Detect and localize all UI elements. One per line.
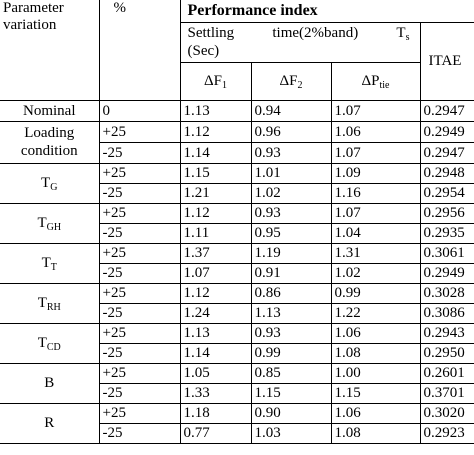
itae-cell: 0.3061 <box>420 243 474 263</box>
df2-cell: 1.13 <box>251 303 331 323</box>
df1-cell: 1.24 <box>180 303 251 323</box>
itae-cell: 0.2949 <box>420 121 474 142</box>
df2-base: ΔF <box>279 73 298 89</box>
itae-cell: 0.2943 <box>420 323 474 343</box>
df2-cell: 0.95 <box>251 223 331 243</box>
df1-cell: 1.07 <box>180 263 251 283</box>
settling-line-1 <box>188 24 420 42</box>
dptie-cell: 1.15 <box>331 383 420 403</box>
dptie-sub: tie <box>379 80 390 91</box>
pct-cell: -25 <box>99 423 180 443</box>
header-itae: ITAE <box>420 22 474 100</box>
df1-cell: 1.13 <box>180 323 251 343</box>
param-loading-condition: Loading condition <box>0 121 99 163</box>
trh-base: T <box>37 295 47 311</box>
dptie-cell: 1.07 <box>331 142 420 163</box>
table-row <box>0 100 474 121</box>
header-df1 <box>180 62 251 100</box>
df2-cell: 0.93 <box>251 323 331 343</box>
df1-cell: 1.12 <box>180 121 251 142</box>
header-row-1 <box>0 0 474 22</box>
dptie-cell: 0.99 <box>331 283 420 303</box>
df1-cell: 0.77 <box>180 423 251 443</box>
pct-cell: 0 <box>99 100 180 121</box>
param-r: R <box>0 403 99 443</box>
param-tg <box>0 163 99 203</box>
itae-cell: 0.2950 <box>420 343 474 363</box>
tcd-sub: CD <box>46 342 61 353</box>
header-performance-index: Performance index <box>180 0 474 22</box>
tgh-base: T <box>37 215 47 231</box>
itae-cell: 0.2923 <box>420 423 474 443</box>
df2-cell: 0.96 <box>251 121 331 142</box>
table-row <box>0 283 474 303</box>
df1-cell: 1.12 <box>180 203 251 223</box>
df2-cell: 0.85 <box>251 363 331 383</box>
settling-symbol-sub: s <box>405 31 410 43</box>
pct-cell: +25 <box>99 283 180 303</box>
param-trh <box>0 283 99 323</box>
settling-word-1: Settling <box>187 24 235 41</box>
itae-cell: 0.2954 <box>420 183 474 203</box>
pct-cell: +25 <box>99 403 180 423</box>
dptie-cell: 1.04 <box>331 223 420 243</box>
itae-cell: 0.3701 <box>420 383 474 403</box>
pct-cell: -25 <box>99 183 180 203</box>
df1-cell: 1.37 <box>180 243 251 263</box>
table-row <box>0 363 474 383</box>
df2-cell: 1.03 <box>251 423 331 443</box>
itae-cell: 0.2935 <box>420 223 474 243</box>
df2-cell: 0.93 <box>251 203 331 223</box>
table-row <box>0 243 474 263</box>
header-dptie <box>331 62 420 100</box>
dptie-cell: 1.08 <box>331 423 420 443</box>
itae-cell: 0.2949 <box>420 263 474 283</box>
pct-cell: +25 <box>99 323 180 343</box>
tt-base: T <box>41 255 51 271</box>
param-tcd <box>0 323 99 363</box>
df1-cell: 1.14 <box>180 142 251 163</box>
param-tt <box>0 243 99 283</box>
pct-cell: +25 <box>99 243 180 263</box>
itae-cell: 0.2947 <box>420 142 474 163</box>
df1-sub: 1 <box>222 80 227 91</box>
dptie-cell: 1.31 <box>331 243 420 263</box>
pct-cell: +25 <box>99 121 180 142</box>
itae-cell: 0.2947 <box>420 100 474 121</box>
table-row <box>0 403 474 423</box>
dptie-cell: 1.09 <box>331 163 420 183</box>
df2-cell: 0.93 <box>251 142 331 163</box>
header-df2 <box>251 62 331 100</box>
itae-cell: 0.3028 <box>420 283 474 303</box>
settling-symbol <box>396 24 409 42</box>
pct-cell: +25 <box>99 203 180 223</box>
df2-cell: 1.02 <box>251 183 331 203</box>
settling-word-2: time(2%band) <box>272 24 359 41</box>
dptie-cell: 1.16 <box>331 183 420 203</box>
pct-cell: -25 <box>99 142 180 163</box>
param-tgh <box>0 203 99 243</box>
df2-cell: 1.15 <box>251 383 331 403</box>
df1-cell: 1.33 <box>180 383 251 403</box>
df1-base: ΔF <box>204 73 222 89</box>
pct-cell: -25 <box>99 383 180 403</box>
dptie-cell: 1.02 <box>331 263 420 283</box>
itae-cell: 0.2601 <box>420 363 474 383</box>
param-b: B <box>0 363 99 403</box>
df1-cell: 1.13 <box>180 100 251 121</box>
dptie-cell: 1.06 <box>331 323 420 343</box>
settling-symbol-base: T <box>396 24 406 41</box>
itae-cell: 0.2956 <box>420 203 474 223</box>
dptie-cell: 1.08 <box>331 343 420 363</box>
dptie-base: ΔP <box>361 73 380 89</box>
df1-cell: 1.11 <box>180 223 251 243</box>
itae-cell: 0.3086 <box>420 303 474 323</box>
df1-cell: 1.15 <box>180 163 251 183</box>
tg-base: T <box>41 175 51 191</box>
df2-cell: 0.94 <box>251 100 331 121</box>
df1-cell: 1.05 <box>180 363 251 383</box>
df2-cell: 0.86 <box>251 283 331 303</box>
tgh-sub: GH <box>46 222 62 233</box>
df1-cell: 1.12 <box>180 283 251 303</box>
df2-cell: 1.19 <box>251 243 331 263</box>
pct-cell: +25 <box>99 163 180 183</box>
df2-cell: 0.99 <box>251 343 331 363</box>
tcd-base: T <box>37 335 47 351</box>
df2-cell: 0.91 <box>251 263 331 283</box>
itae-cell: 0.2948 <box>420 163 474 183</box>
dptie-cell: 1.06 <box>331 121 420 142</box>
tt-sub: T <box>50 262 57 273</box>
dptie-cell: 1.06 <box>331 403 420 423</box>
settling-line-2: (Sec) <box>187 42 220 59</box>
df1-cell: 1.21 <box>180 183 251 203</box>
table-row <box>0 323 474 343</box>
dptie-cell: 1.07 <box>331 100 420 121</box>
pct-cell: -25 <box>99 223 180 243</box>
df2-cell: 1.01 <box>251 163 331 183</box>
dptie-cell: 1.07 <box>331 203 420 223</box>
tg-sub: G <box>50 182 58 193</box>
pct-cell: +25 <box>99 363 180 383</box>
df2-cell: 0.90 <box>251 403 331 423</box>
header-parameter-variation: Parameter variation <box>0 0 99 100</box>
df2-sub: 2 <box>297 80 303 91</box>
param-nominal: Nominal <box>0 100 99 121</box>
df1-cell: 1.14 <box>180 343 251 363</box>
dptie-cell: 1.00 <box>331 363 420 383</box>
pct-cell: -25 <box>99 263 180 283</box>
df1-cell: 1.18 <box>180 403 251 423</box>
table-row <box>0 203 474 223</box>
trh-sub: RH <box>46 302 61 313</box>
table-row <box>0 163 474 183</box>
itae-cell: 0.3020 <box>420 403 474 423</box>
pct-cell: -25 <box>99 303 180 323</box>
pct-cell: -25 <box>99 343 180 363</box>
header-settling-time <box>180 22 420 62</box>
table-row <box>0 121 474 142</box>
header-percent: % <box>99 0 180 100</box>
dptie-cell: 1.22 <box>331 303 420 323</box>
